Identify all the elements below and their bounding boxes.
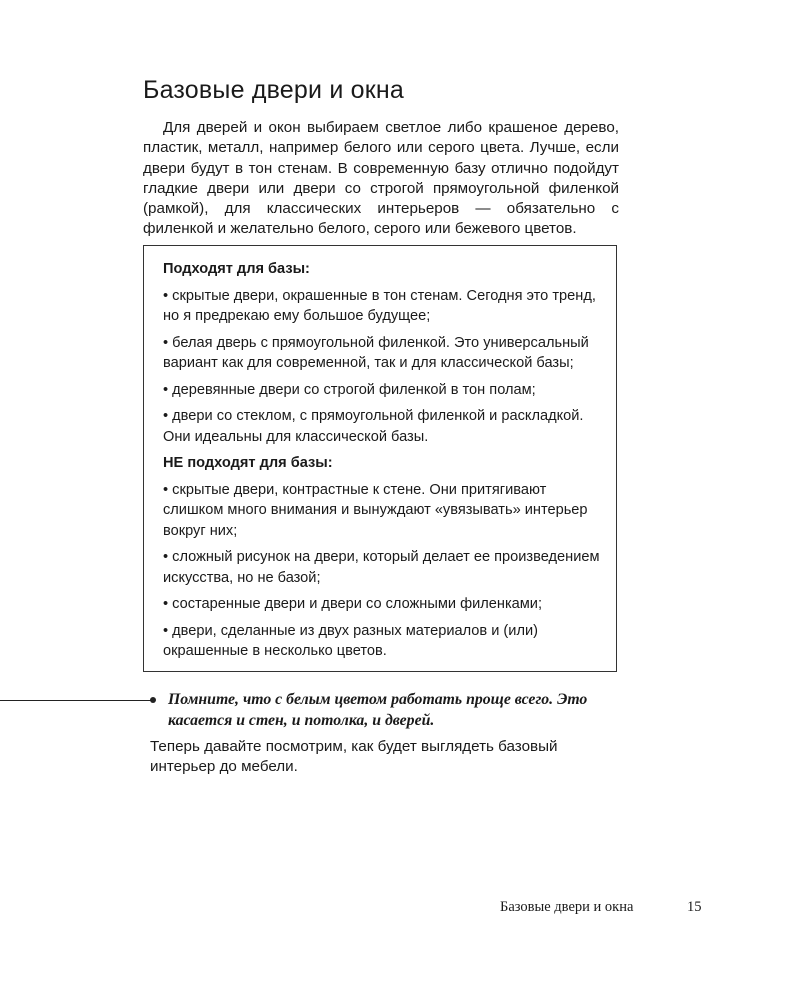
suitable-item: • двери со стеклом, с прямоугольной филенкой и раскладкой. Они идеальны для классической базы.	[163, 408, 584, 445]
suitable-item: • скрытые двери, окрашенные в тон стенам. Сегодня это тренд, но я предрекаю ему большое будущее;	[163, 287, 596, 324]
unsuitable-item: • скрытые двери, контрастные к стене. Они притягивают слишком много внимания и вынуждают «увязывать» интерьер вокруг них;	[163, 481, 588, 539]
recommendations-box	[143, 245, 617, 672]
highlight-note: Помните, что с белым цветом работать проще всего. Это касается и стен, и потолка, и дверей.	[168, 691, 588, 729]
suitable-item: • деревянные двери со строгой филенкой в тон полам;	[163, 381, 536, 398]
closing-paragraph: Теперь давайте посмотрим, как будет выглядеть базовый интерьер до мебели.	[150, 738, 558, 776]
unsuitable-item: • сложный рисунок на двери, который делает ее произведением искусства, но не базой;	[163, 549, 600, 586]
page-number: 15	[687, 899, 702, 915]
unsuitable-item: • состаренные двери и двери со сложными филенками;	[163, 596, 543, 612]
unsuitable-heading: НЕ подходят для базы:	[163, 455, 333, 471]
suitable-heading: Подходят для базы:	[163, 261, 310, 277]
page-title: Базовые двери и окна	[143, 76, 404, 104]
margin-rule	[0, 700, 152, 701]
unsuitable-item: • двери, сделанные из двух разных материалов и (или) окрашенные в несколько цветов.	[163, 622, 538, 659]
bullet-icon	[150, 697, 156, 703]
running-title: Базовые двери и окна	[500, 899, 634, 915]
suitable-item: • белая дверь с прямоугольной филенкой. Это универсальный вариант как для современной, так и для классической базы;	[163, 334, 589, 371]
intro-paragraph: Для дверей и окон выбираем светлое либо крашеное дерево, пластик, металл, например белого или серого цвета. Лучше, если двери будут в тон стенам. В современную базу отлично подойдут гладкие двери или двери со строгой прямоугольной филенкой (рамкой), для классических интерьеров — обязательно с филенкой и желательно белого, серого или бежевого цветов.	[143, 119, 619, 238]
